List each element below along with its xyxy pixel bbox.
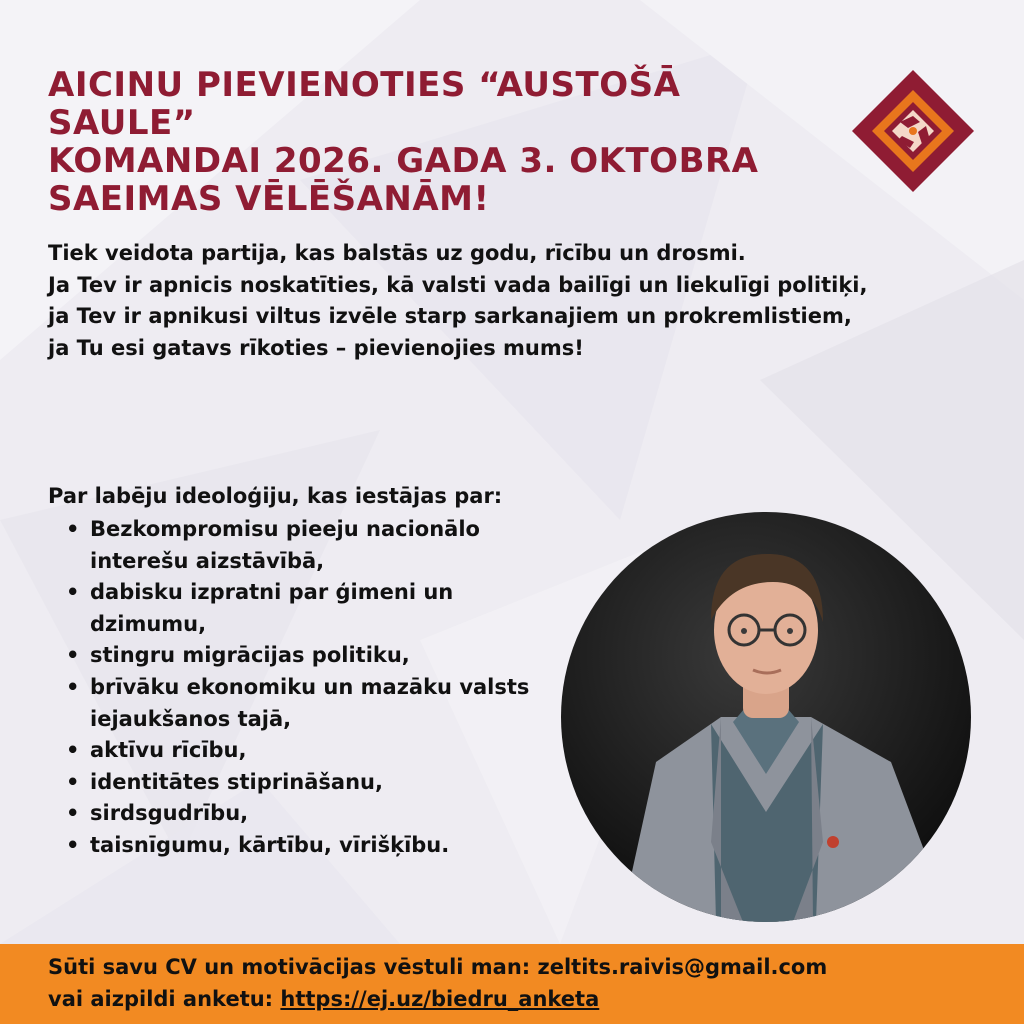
headline-line: AICINU PIEVIENOTIES “AUSTOŠĀ SAULE”: [48, 65, 681, 143]
intro-line: Ja Tev ir apnicis noskatīties, kā valsti vada bailīgi un liekulīgi politiķi,: [48, 272, 868, 297]
footer-form-prefix: vai aizpildi anketu:: [48, 987, 281, 1011]
footer-form-text: [48, 984, 599, 1014]
form-link[interactable]: https://ej.uz/biedru_anketa: [280, 987, 600, 1011]
headline: [48, 66, 808, 218]
list-item: • taisnīgumu, kārtību, vīrišķību.: [64, 830, 544, 862]
headline-line: KOMANDAI 2026. GADA 3. OKTOBRA: [48, 141, 759, 181]
list-item: • Bezkompromisu pieeju nacionālo interešu aizstāvībā,: [64, 514, 544, 577]
footer-contact-text: Sūti savu CV un motivācijas vēstuli man: zeltits.raivis@gmail.com: [48, 955, 828, 979]
intro-line: ja Tu esi gatavs rīkoties – pievienojies mums!: [48, 335, 584, 360]
list-item: • stingru migrācijas politiku,: [64, 640, 544, 672]
list-item: • brīvāku ekonomiku un mazāku valsts iejaukšanos tajā,: [64, 672, 544, 735]
diamond-sun-emblem-icon: [852, 70, 974, 192]
values-list: [64, 514, 544, 862]
list-item: • dabisku izpratni par ģimeni un dzimumu,: [64, 577, 544, 640]
list-item: • sirdsgudrību,: [64, 798, 544, 830]
list-item: • identitātes stiprināšanu,: [64, 767, 544, 799]
ideology-title: Par labēju ideoloģiju, kas iestājas par:: [48, 484, 503, 508]
list-item: • aktīvu rīcību,: [64, 735, 544, 767]
portrait-photo: [561, 512, 971, 922]
intro-line: Tiek veidota partija, kas balstās uz godu, rīcību un drosmi.: [48, 241, 746, 265]
intro-line: ja Tev ir apnikusi viltus izvēle starp sarkanajiem un prokremlistiem,: [48, 304, 852, 329]
intro-text: [48, 238, 888, 364]
headline-line: SAEIMAS VĒLĒŠANĀM!: [48, 179, 490, 219]
